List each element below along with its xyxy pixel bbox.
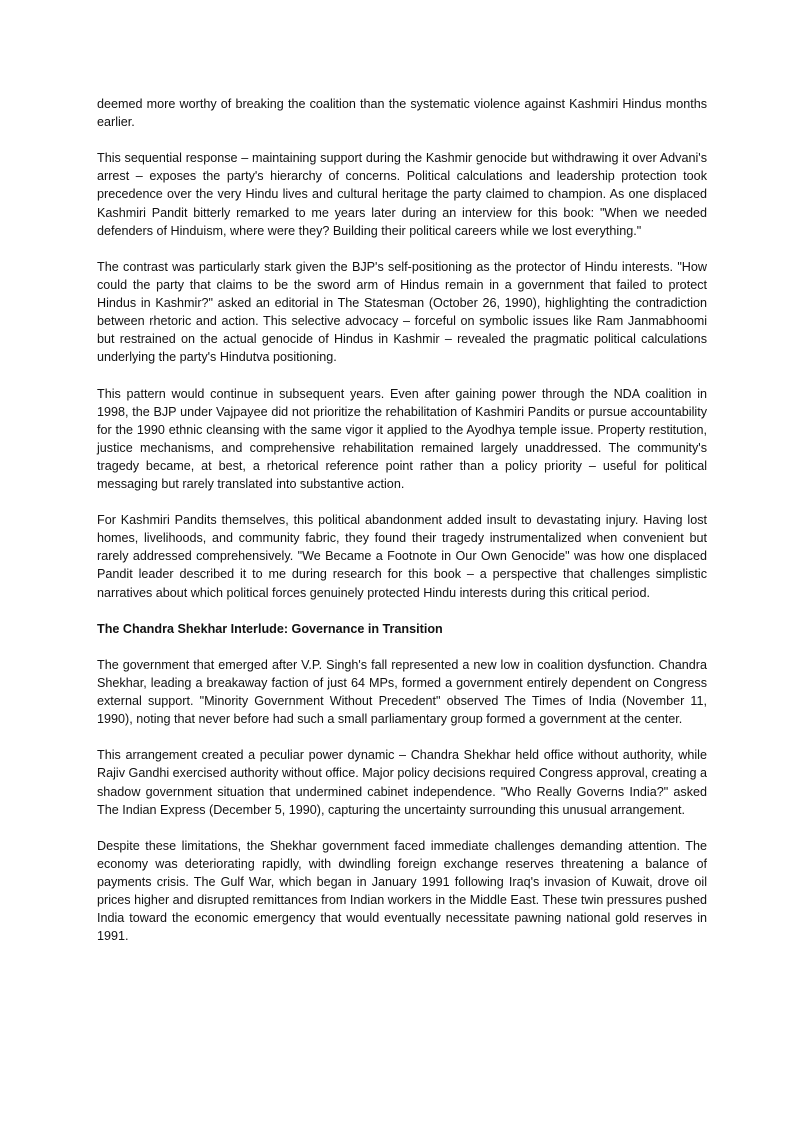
section-heading: The Chandra Shekhar Interlude: Governance in Transition [97,621,443,636]
paragraph: This sequential response – maintaining support during the Kashmir genocide but withdrawing it over Advani's arrest – exposes the party's hierarchy of concerns. Political calculations and leadership protection took precedence over the very Hindu lives and cultural heritage the party claimed to champion. As one displaced Kashmiri Pandit bitterly remarked to me years later during an interview for this book: "When we needed defenders of Hinduism, where were they? Building their political careers while we lost everything." [97,151,707,238]
paragraph: The contrast was particularly stark given the BJP's self-positioning as the protector of Hindu interests. "How could the party that claims to be the sword arm of Hindus remain in a government that failed to protect Hindus in Kashmir?" asked an editorial in The Statesman (October 26, 1990), highlighting the contradiction between rhetoric and action. This selective advocacy – forceful on symbolic issues like Ram Janmabhoomi but restrained on the actual genocide of Hindus in Kashmir – revealed the pragmatic political calculations underlying the party's Hindutva positioning. [97,259,707,365]
paragraph: deemed more worthy of breaking the coalition than the systematic violence against Kashmiri Hindus months earlier. [97,97,707,130]
document-page [97,95,707,964]
paragraph: Despite these limitations, the Shekhar government faced immediate challenges demanding attention. The economy was deteriorating rapidly, with dwindling foreign exchange reserves threatening a balance of payments crisis. The Gulf War, which began in January 1991 following Iraq's invasion of Kuwait, drove oil prices higher and disrupted remittances from Indian workers in the Middle East. These twin pressures pushed India toward the economic emergency that would eventually necessitate pawning national gold reserves in 1991. [97,838,707,944]
paragraph: For Kashmiri Pandits themselves, this political abandonment added insult to devastating injury. Having lost homes, livelihoods, and community fabric, they found their tragedy instrumentalized when convenient but rarely addressed comprehensively. "We Became a Footnote in Our Own Genocide" was how one displaced Pandit leader described it to me during research for this book – a perspective that challenges simplistic narratives about which political forces genuinely protected Hindu interests during this critical period. [97,513,707,600]
paragraph: The government that emerged after V.P. Singh's fall represented a new low in coalition dysfunction. Chandra Shekhar, leading a breakaway faction of just 64 MPs, formed a government entirely dependent on Congress external support. "Minority Government Without Precedent" observed The Times of India (November 11, 1990), noting that never before had such a small parliamentary group formed a government at the center. [97,657,707,727]
paragraph: This arrangement created a peculiar power dynamic – Chandra Shekhar held office without authority, while Rajiv Gandhi exercised authority without office. Major policy decisions required Congress approval, creating a shadow government situation that undermined cabinet independence. "Who Really Governs India?" asked The Indian Express (December 5, 1990), capturing the uncertainty surrounding this unusual arrangement. [97,748,707,817]
paragraph: This pattern would continue in subsequent years. Even after gaining power through the NDA coalition in 1998, the BJP under Vajpayee did not prioritize the rehabilitation of Kashmiri Pandits or pursue accountability for the 1990 ethnic cleansing with the same vigor it applied to the Ayodhya temple issue. Property restitution, justice mechanisms, and comprehensive rehabilitation remained largely unaddressed. The community's tragedy became, at best, a rhetorical reference point rather than a policy priority – useful for political messaging but rarely translated into substantive action. [97,386,707,491]
